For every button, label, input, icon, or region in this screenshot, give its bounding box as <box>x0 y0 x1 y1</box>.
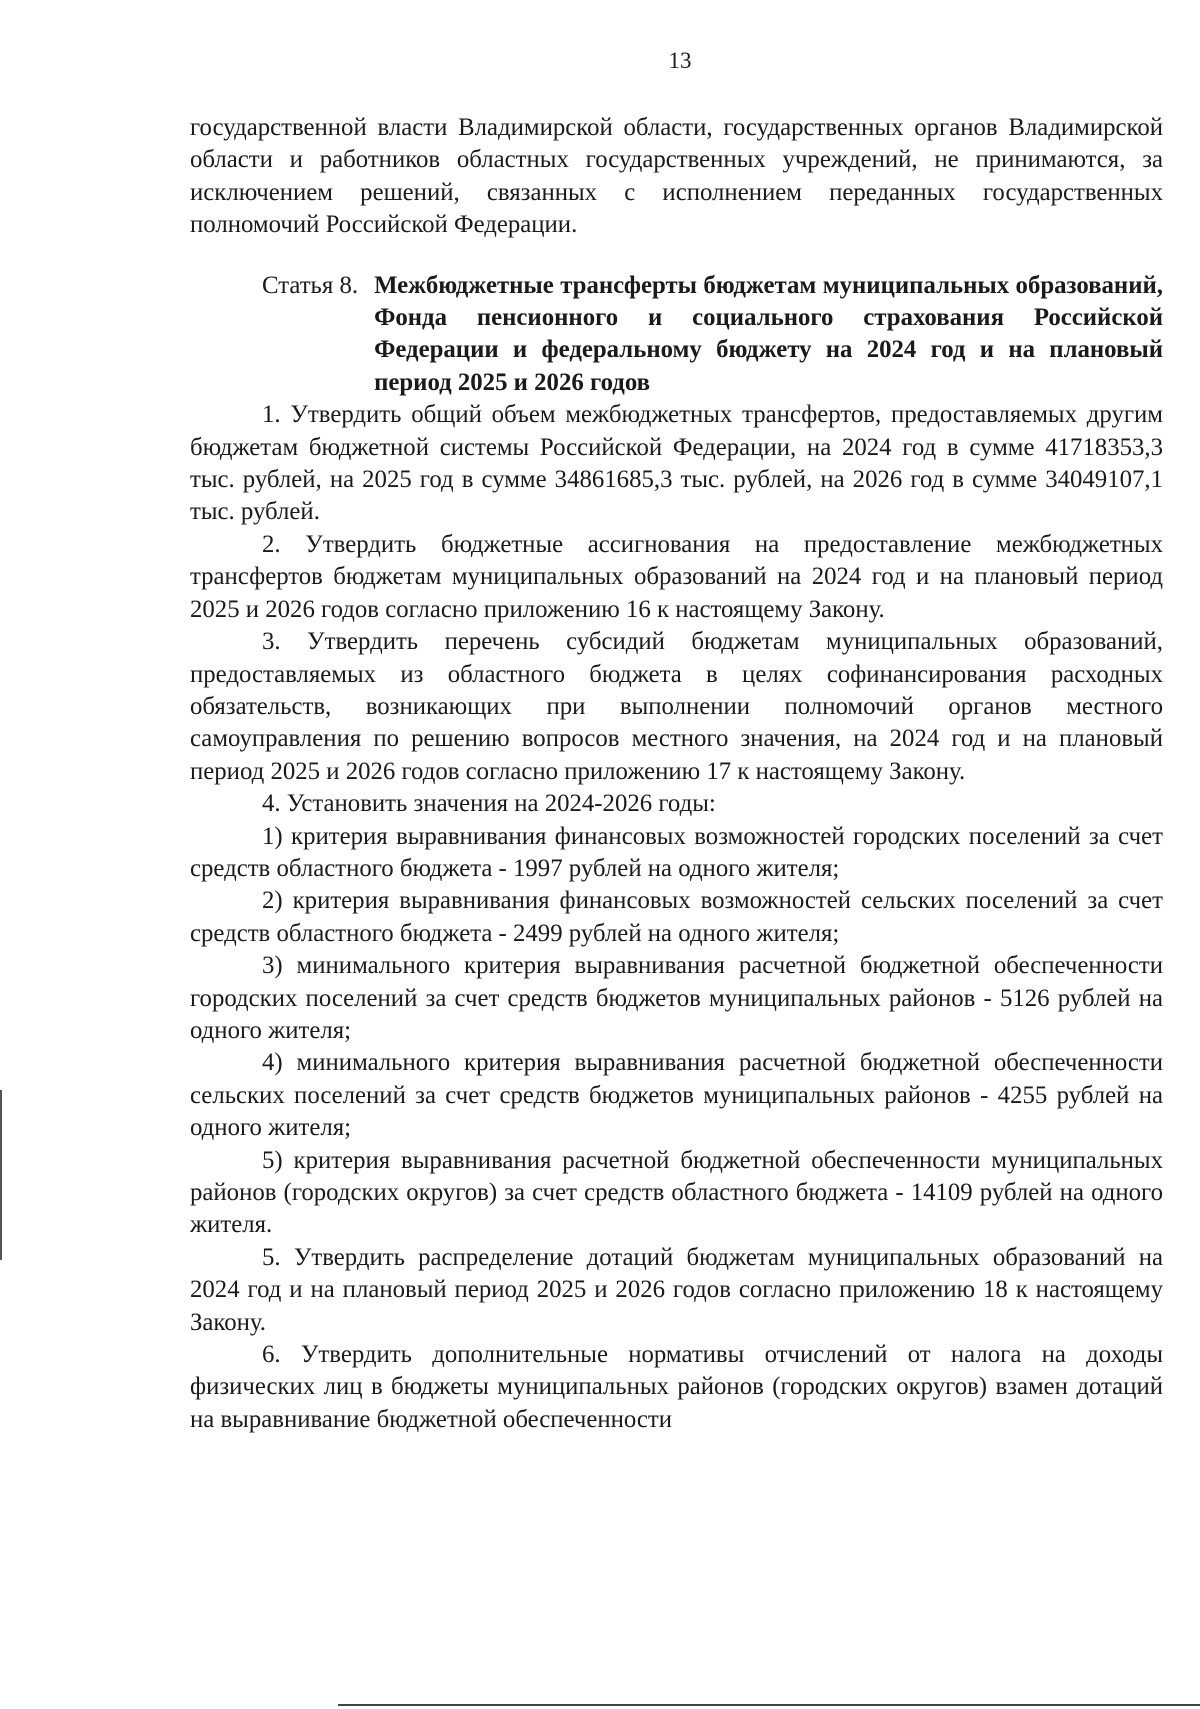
subitem-4: 4) минимального критерия выравнивания расчетной бюджетной обеспеченности сельских поселений за счет средств бюджетов муниципальных районов - 4255 рублей на одного жителя; <box>190 1049 1163 1142</box>
scan-margin-mark <box>0 1090 2 1260</box>
subitem-5: 5) критерия выравнивания расчетной бюджетной обеспеченности муниципальных районов (городских округов) за счет средств областного бюджета - 14109 рублей на одного жителя. <box>190 1146 1163 1239</box>
subitem-1: 1) критерия выравнивания финансовых возможностей городских поселений за счет средств областного бюджета - 1997 рублей на одного жителя; <box>190 822 1163 882</box>
paragraph-4: 4. Установить значения на 2024-2026 годы: <box>262 790 716 818</box>
article-title: Межбюджетные трансферты бюджетам муниципальных образований, Фонда пенсионного и социального страхования Российской Федерации и федеральному бюджету на 2024 год и на плановый период 2025 и 2026 годов <box>374 271 1163 396</box>
document-body <box>190 112 1163 1436</box>
paragraph-2: 2. Утвердить бюджетные ассигнования на предоставление межбюджетных трансфертов бюджетам муниципальных образований на 2024 год и на плановый период 2025 и 2026 годов согласно приложению 16 к настоящему Закону. <box>190 530 1163 623</box>
paragraph-6: 6. Утвердить дополнительные нормативы отчислений от налога на доходы физических лиц в бюджеты муниципальных районов (городских округов) взамен дотаций на выравнивание бюджетной обеспеченности <box>190 1341 1163 1433</box>
paragraph-5: 5. Утвердить распределение дотаций бюджетам муниципальных образований на 2024 год и на плановый период 2025 и 2026 годов согласно приложению 18 к настоящему Закону. <box>190 1243 1163 1336</box>
page-number: 13 <box>668 48 692 73</box>
subitem-2: 2) критерия выравнивания финансовых возможностей сельских поселений за счет средств областного бюджета - 2499 рублей на одного жителя; <box>190 887 1163 947</box>
article-label: Статья 8. <box>262 271 359 299</box>
paragraph-3: 3. Утвердить перечень субсидий бюджетам муниципальных образований, предоставляемых из областного бюджета в целях софинансирования расходных обязательств, возникающих при выполнении полномочий органов местного самоуправления по решению вопросов местного значения, на 2024 год и на плановый период 2025 и 2026 годов согласно приложению 17 к настоящему Закону. <box>190 628 1163 785</box>
scan-bottom-line <box>338 1704 1200 1706</box>
continuation-paragraph: государственной власти Владимирской области, государственных органов Владимирской области и работников областных государственных учреждений, не принимаются, за исключением решений, связанных с исполнением переданных государственных полномочий Российской Федерации. <box>190 114 1163 239</box>
subitem-3: 3) минимального критерия выравнивания расчетной бюджетной обеспеченности городских поселений за счет средств бюджетов муниципальных районов - 5126 рублей на одного жителя; <box>190 952 1163 1044</box>
article-heading <box>262 270 1163 400</box>
paragraph-1: 1. Утвердить общий объем межбюджетных трансфертов, предоставляемых другим бюджетам бюджетной системы Российской Федерации, на 2024 год в сумме 41718353,3 тыс. рублей, на 2025 год в сумме 34861685,3 тыс. рублей, на 2026 год в сумме 34049107,1 тыс. рублей. <box>190 401 1163 526</box>
